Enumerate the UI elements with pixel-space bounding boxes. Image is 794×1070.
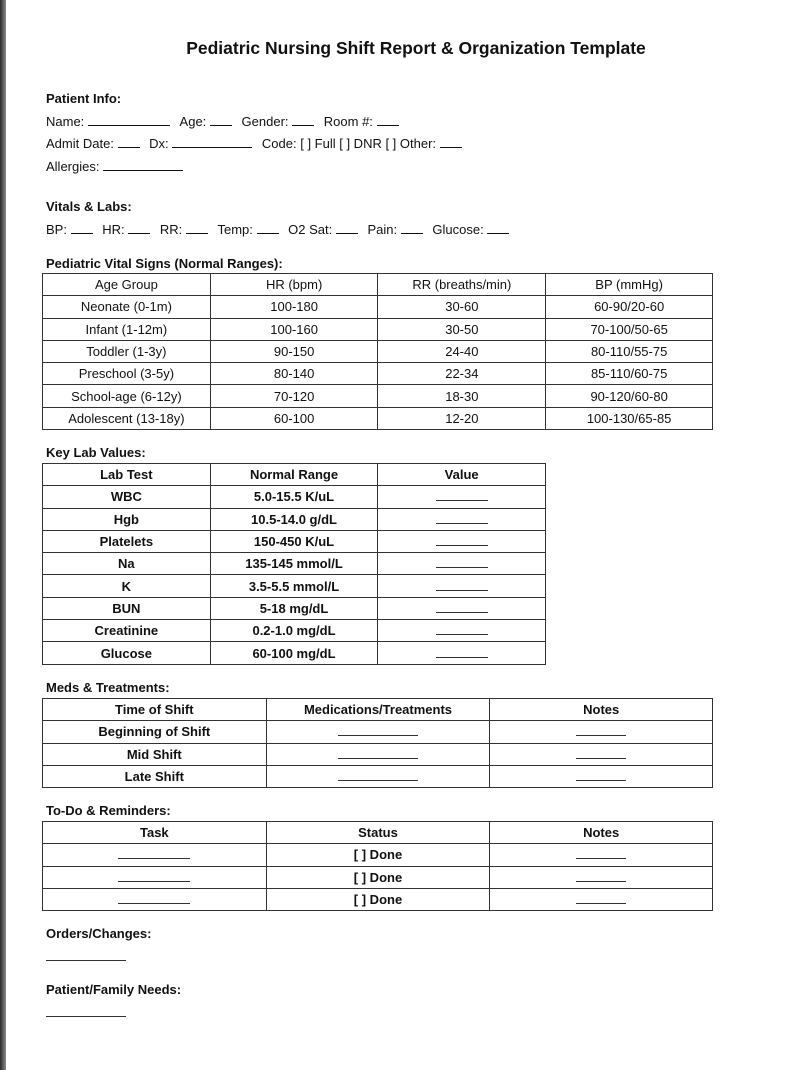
table-header-row <box>43 822 713 844</box>
table-row <box>43 844 713 866</box>
header-cell: Value <box>378 464 546 486</box>
value-blank[interactable] <box>436 489 488 501</box>
notes-blank[interactable] <box>576 870 626 882</box>
notes-blank[interactable] <box>576 747 626 759</box>
temp-field[interactable] <box>257 223 279 234</box>
notes-cell[interactable] <box>490 888 713 910</box>
bp-cell: 90-120/60-80 <box>546 385 713 407</box>
page-title: Pediatric Nursing Shift Report & Organization Template <box>186 38 646 58</box>
lab-test-cell: Hgb <box>43 508 211 530</box>
o2-sat-label: O2 Sat: <box>288 222 333 237</box>
bp-cell: 80-110/55-75 <box>546 340 713 362</box>
value-blank[interactable] <box>436 579 488 591</box>
task-blank[interactable] <box>118 870 190 882</box>
lab-test-cell: Glucose <box>43 642 211 664</box>
lab-test-cell: Creatinine <box>43 620 211 642</box>
dx-label: Dx: <box>149 136 169 151</box>
normal-range-cell: 150-450 K/uL <box>210 530 378 552</box>
normal-range-cell: 5-18 mg/dL <box>210 597 378 619</box>
header-cell: Status <box>266 822 490 844</box>
lab-test-cell: BUN <box>43 597 211 619</box>
header-cell: Lab Test <box>43 464 211 486</box>
patient-info-line-3 <box>46 159 183 174</box>
lab-test-cell: Platelets <box>43 530 211 552</box>
vital-signs-heading: Pediatric Vital Signs (Normal Ranges): <box>46 256 283 271</box>
task-cell[interactable] <box>43 888 267 910</box>
value-blank[interactable] <box>436 556 488 568</box>
orders-field[interactable] <box>46 960 126 961</box>
normal-range-cell: 10.5-14.0 g/dL <box>210 508 378 530</box>
meds-heading: Meds & Treatments: <box>46 680 170 695</box>
table-header-row <box>43 274 713 296</box>
bp-label: BP: <box>46 222 67 237</box>
age-group-cell: Preschool (3-5y) <box>43 363 211 385</box>
rr-cell: 18-30 <box>378 385 546 407</box>
rr-cell: 30-50 <box>378 318 546 340</box>
family-needs-heading: Patient/Family Needs: <box>46 982 182 997</box>
table-row <box>43 765 713 787</box>
family-needs-field[interactable] <box>46 1016 126 1017</box>
pain-label: Pain: <box>367 222 398 237</box>
header-cell: Time of Shift <box>43 699 267 721</box>
bp-field[interactable] <box>71 223 93 234</box>
age-group-cell: Infant (1-12m) <box>43 318 211 340</box>
table-row <box>43 407 713 429</box>
room-label: Room #: <box>323 114 373 129</box>
value-blank[interactable] <box>436 512 488 524</box>
value-cell[interactable] <box>378 642 546 664</box>
code-other-field[interactable] <box>440 137 462 148</box>
todo-table <box>42 821 713 911</box>
rr-cell: 12-20 <box>378 407 546 429</box>
age-label: Age: <box>179 114 207 129</box>
notes-cell[interactable] <box>490 721 713 743</box>
orders-heading: Orders/Changes: <box>46 926 152 941</box>
vitals-labs-heading: Vitals & Labs: <box>46 199 132 214</box>
todo-heading: To-Do & Reminders: <box>46 803 171 818</box>
value-blank[interactable] <box>436 601 488 613</box>
bp-cell: 70-100/50-65 <box>546 318 713 340</box>
patient-info-heading: Patient Info: <box>46 91 122 106</box>
dx-field[interactable] <box>172 137 252 148</box>
rr-cell: 30-60 <box>378 296 546 318</box>
table-row <box>43 620 546 642</box>
medications-blank[interactable] <box>338 724 418 736</box>
notes-cell[interactable] <box>490 844 713 866</box>
table-row <box>43 553 546 575</box>
glucose-field[interactable] <box>487 223 509 234</box>
hr-cell: 70-120 <box>210 385 378 407</box>
status-cell[interactable]: [ ] Done <box>266 866 490 888</box>
medications-blank[interactable] <box>338 747 418 759</box>
table-row <box>43 888 713 910</box>
normal-range-cell: 5.0-15.5 K/uL <box>210 486 378 508</box>
value-cell[interactable] <box>378 620 546 642</box>
admit-date-label: Admit Date: <box>46 136 114 151</box>
rr-field[interactable] <box>186 223 208 234</box>
allergies-label: Allergies: <box>46 159 100 174</box>
age-group-cell: Neonate (0-1m) <box>43 296 211 318</box>
bp-cell: 85-110/60-75 <box>546 363 713 385</box>
room-field[interactable] <box>377 115 399 126</box>
hr-field[interactable] <box>128 223 150 234</box>
time-of-shift-cell: Beginning of Shift <box>43 721 267 743</box>
bp-cell: 60-90/20-60 <box>546 296 713 318</box>
table-row <box>43 575 546 597</box>
normal-range-cell: 0.2-1.0 mg/dL <box>210 620 378 642</box>
lab-test-cell: WBC <box>43 486 211 508</box>
meds-table <box>42 698 713 788</box>
patient-info-line-2 <box>46 136 462 151</box>
header-cell: BP (mmHg) <box>546 274 713 296</box>
header-cell: HR (bpm) <box>210 274 378 296</box>
medications-cell[interactable] <box>266 765 490 787</box>
value-cell[interactable] <box>378 597 546 619</box>
gender-label: Gender: <box>241 114 289 129</box>
notes-blank[interactable] <box>576 892 626 904</box>
task-cell[interactable] <box>43 844 267 866</box>
time-of-shift-cell: Late Shift <box>43 765 267 787</box>
rr-cell: 22-34 <box>378 363 546 385</box>
task-blank[interactable] <box>118 892 190 904</box>
table-row <box>43 642 546 664</box>
admit-date-field[interactable] <box>118 137 140 148</box>
table-row <box>43 597 546 619</box>
status-cell[interactable]: [ ] Done <box>266 888 490 910</box>
table-row <box>43 486 546 508</box>
lab-values-table <box>42 463 546 665</box>
normal-range-cell: 3.5-5.5 mmol/L <box>210 575 378 597</box>
name-label: Name: <box>46 114 85 129</box>
hr-cell: 100-180 <box>210 296 378 318</box>
hr-cell: 80-140 <box>210 363 378 385</box>
patient-info-line-1 <box>46 114 399 129</box>
table-row <box>43 385 713 407</box>
header-cell: Age Group <box>43 274 211 296</box>
header-cell: Normal Range <box>210 464 378 486</box>
table-header-row <box>43 699 713 721</box>
value-blank[interactable] <box>436 646 488 658</box>
status-cell[interactable]: [ ] Done <box>266 844 490 866</box>
age-field[interactable] <box>210 115 232 126</box>
rr-cell: 24-40 <box>378 340 546 362</box>
notes-cell[interactable] <box>490 743 713 765</box>
age-group-cell: School-age (6-12y) <box>43 385 211 407</box>
value-blank[interactable] <box>436 623 488 635</box>
table-row <box>43 743 713 765</box>
lab-test-cell: Na <box>43 553 211 575</box>
value-cell[interactable] <box>378 530 546 552</box>
task-blank[interactable] <box>118 847 190 859</box>
medications-blank[interactable] <box>338 769 418 781</box>
value-cell[interactable] <box>378 553 546 575</box>
table-row <box>43 296 713 318</box>
medications-cell[interactable] <box>266 743 490 765</box>
name-field[interactable] <box>88 115 170 126</box>
medications-cell[interactable] <box>266 721 490 743</box>
page-edge-shadow <box>0 0 6 1070</box>
o2-sat-field[interactable] <box>336 223 358 234</box>
header-cell: Notes <box>490 822 713 844</box>
value-blank[interactable] <box>436 534 488 546</box>
age-group-cell: Adolescent (13-18y) <box>43 407 211 429</box>
notes-blank[interactable] <box>576 769 626 781</box>
notes-cell[interactable] <box>490 866 713 888</box>
notes-blank[interactable] <box>576 847 626 859</box>
notes-cell[interactable] <box>490 765 713 787</box>
normal-range-cell: 135-145 mmol/L <box>210 553 378 575</box>
notes-blank[interactable] <box>576 724 626 736</box>
table-row <box>43 340 713 362</box>
pain-field[interactable] <box>401 223 423 234</box>
normal-range-cell: 60-100 mg/dL <box>210 642 378 664</box>
hr-cell: 60-100 <box>210 407 378 429</box>
table-row <box>43 318 713 340</box>
bp-cell: 100-130/65-85 <box>546 407 713 429</box>
table-row <box>43 866 713 888</box>
vital-signs-table <box>42 273 713 430</box>
vitals-labs-line <box>46 222 509 237</box>
rr-label: RR: <box>159 222 183 237</box>
hr-cell: 100-160 <box>210 318 378 340</box>
gender-field[interactable] <box>292 115 314 126</box>
glucose-label: Glucose: <box>432 222 484 237</box>
header-cell: Notes <box>490 699 713 721</box>
value-cell[interactable] <box>378 575 546 597</box>
table-row <box>43 721 713 743</box>
header-cell: Task <box>43 822 267 844</box>
hr-label: HR: <box>102 222 125 237</box>
table-row <box>43 363 713 385</box>
lab-values-heading: Key Lab Values: <box>46 445 146 460</box>
table-header-row <box>43 464 546 486</box>
header-cell: Medications/Treatments <box>266 699 490 721</box>
code-label: Code: [ ] Full [ ] DNR [ ] Other: <box>261 136 437 151</box>
value-cell[interactable] <box>378 508 546 530</box>
task-cell[interactable] <box>43 866 267 888</box>
time-of-shift-cell: Mid Shift <box>43 743 267 765</box>
allergies-field[interactable] <box>103 160 183 171</box>
lab-test-cell: K <box>43 575 211 597</box>
hr-cell: 90-150 <box>210 340 378 362</box>
temp-label: Temp: <box>217 222 253 237</box>
age-group-cell: Toddler (1-3y) <box>43 340 211 362</box>
table-row <box>43 530 546 552</box>
value-cell[interactable] <box>378 486 546 508</box>
table-row <box>43 508 546 530</box>
header-cell: RR (breaths/min) <box>378 274 546 296</box>
